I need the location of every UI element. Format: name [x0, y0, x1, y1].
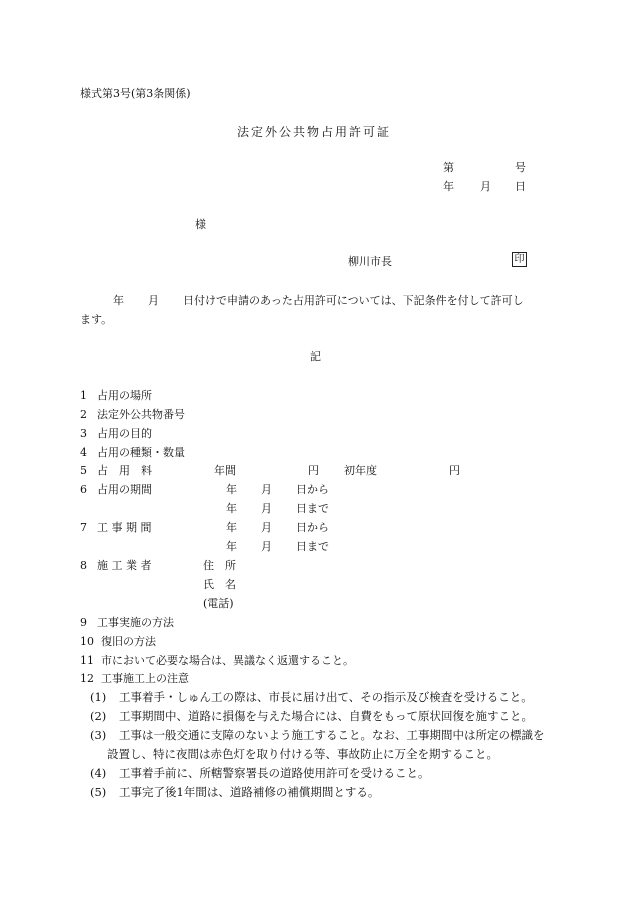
- item-label: 占用の期間: [97, 483, 152, 496]
- ki-heading: 記: [310, 350, 321, 363]
- item-label: 占用の種類・数量: [97, 446, 185, 459]
- period-month: 月: [261, 502, 272, 515]
- issue-date-month: 月: [480, 180, 491, 193]
- issue-date-day: 日: [515, 180, 526, 193]
- issuer-name: 柳川市長: [348, 255, 392, 268]
- item-number: 4: [80, 446, 87, 459]
- item-label: 復旧の方法: [101, 635, 156, 648]
- intro-month: 月: [148, 294, 159, 307]
- item-number: 8: [80, 559, 87, 572]
- form-number: 様式第3号(第3条関係): [80, 87, 191, 100]
- item-label: 施 工 業 者: [97, 559, 152, 572]
- note-text: 工事期間中、道路に損傷を与えた場合には、自費をもって原状回復を施すこと。: [119, 709, 533, 723]
- note-number: (3): [90, 728, 107, 742]
- fee-annual-label: 年間: [214, 464, 236, 477]
- period-year: 年: [226, 502, 237, 515]
- construction-month: 月: [261, 540, 272, 553]
- construction-until: 日まで: [296, 540, 329, 553]
- item-number: 10: [80, 635, 94, 648]
- period-year: 年: [226, 483, 237, 496]
- fee-yen-unit-2: 円: [449, 464, 460, 477]
- construction-from: 日から: [296, 521, 329, 534]
- construction-year: 年: [226, 540, 237, 553]
- note-number: (4): [90, 766, 107, 780]
- issue-date-year: 年: [443, 180, 454, 193]
- contractor-phone-label: (電話): [203, 597, 234, 610]
- issue-number-prefix: 第: [443, 161, 454, 174]
- contractor-name-label: 氏 名: [203, 578, 236, 591]
- addressee-suffix: 様: [195, 218, 206, 231]
- period-month: 月: [261, 483, 272, 496]
- item-number: 9: [80, 616, 87, 629]
- note-number: (1): [90, 690, 107, 704]
- intro-text: 日付けで申請のあった占用許可については、下記条件を付して許可し: [183, 294, 524, 307]
- fee-yen-unit: 円: [308, 464, 319, 477]
- intro-year: 年: [113, 294, 124, 307]
- item-number: 1: [80, 389, 87, 402]
- item-label: 占 用 料: [97, 464, 152, 477]
- note-text: 工事着手前に、所轄警察署長の道路使用許可を受けること。: [119, 766, 430, 780]
- period-from: 日から: [296, 483, 329, 496]
- item-label: 市において必要な場合は、異議なく返還すること。: [101, 654, 354, 667]
- note-text: 工事は一般交通に支障のないよう施工すること。なお、工事期間中は所定の標識を: [119, 728, 545, 742]
- note-text: 工事完了後1年間は、道路補修の補償期間とする。: [119, 785, 380, 799]
- item-number: 11: [80, 654, 94, 667]
- note-text: 工事着手・しゅん工の際は、市長に届け出て、その指示及び検査を受けること。: [119, 690, 533, 704]
- item-label: 工 事 期 間: [97, 521, 152, 534]
- seal-mark: 印: [512, 252, 527, 267]
- fee-first-year-label: 初年度: [344, 464, 377, 477]
- intro-text-cont: ます。: [80, 313, 113, 326]
- note-text-cont: 設置し、特に夜間は赤色灯を取り付ける等、事故防止に万全を期すること。: [107, 747, 498, 761]
- item-label: 法定外公共物番号: [97, 408, 185, 421]
- item-label: 占用の場所: [97, 389, 152, 402]
- item-number: 2: [80, 408, 87, 421]
- item-label: 占用の目的: [97, 427, 152, 440]
- item-label: 工事実施の方法: [97, 616, 174, 629]
- item-number: 6: [80, 483, 87, 496]
- period-until: 日まで: [296, 502, 329, 515]
- item-number: 5: [80, 464, 87, 477]
- note-number: (5): [90, 785, 107, 799]
- contractor-address-label: 住 所: [203, 559, 236, 572]
- issue-number-suffix: 号: [515, 161, 526, 174]
- construction-month: 月: [261, 521, 272, 534]
- item-number: 7: [80, 521, 87, 534]
- document-title: 法定外公共物占用許可証: [237, 125, 392, 139]
- construction-year: 年: [226, 521, 237, 534]
- item-label: 工事施工上の注意: [101, 672, 189, 685]
- item-number: 3: [80, 427, 87, 440]
- note-number: (2): [90, 709, 107, 723]
- item-number: 12: [80, 672, 94, 685]
